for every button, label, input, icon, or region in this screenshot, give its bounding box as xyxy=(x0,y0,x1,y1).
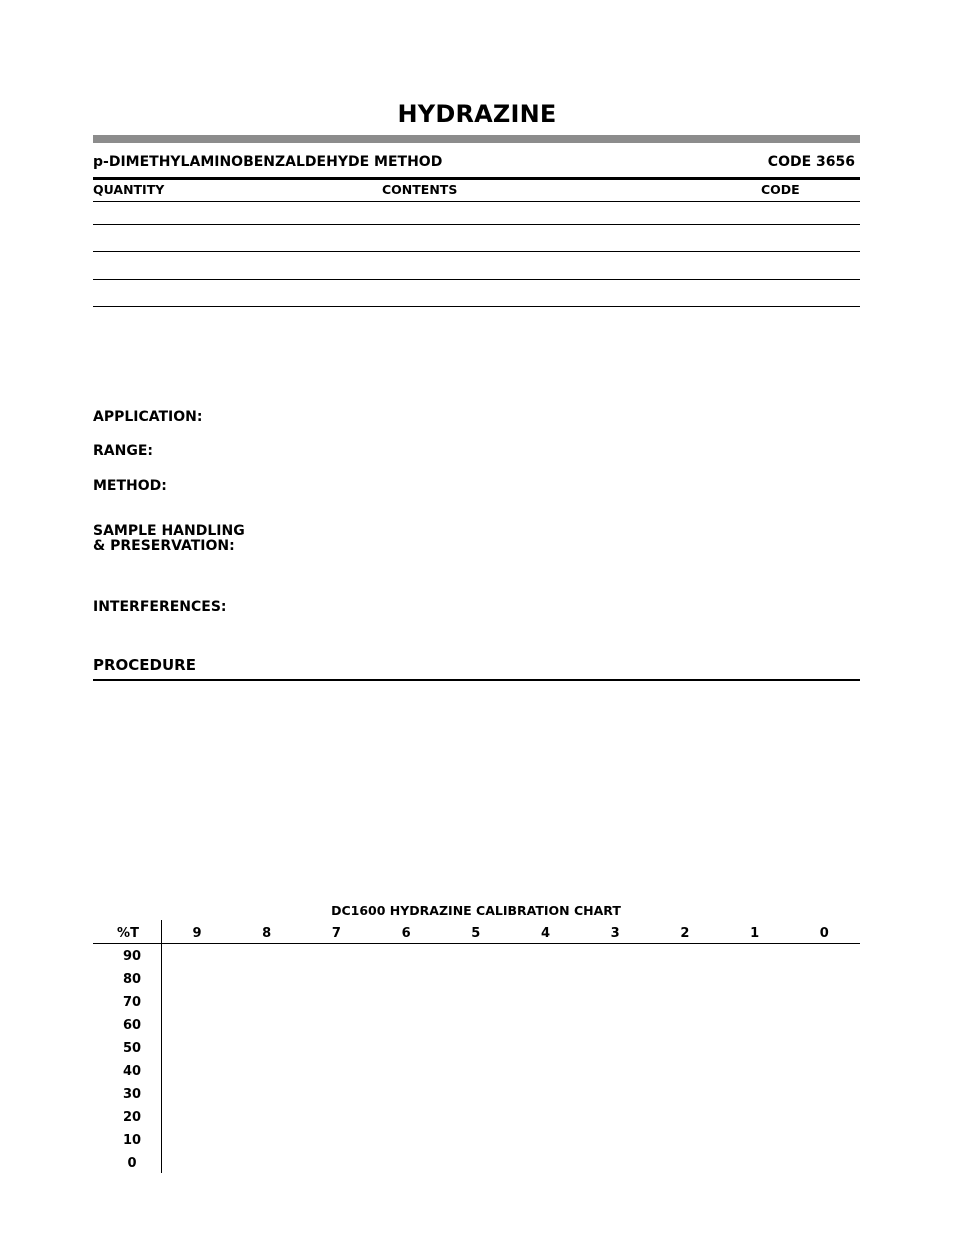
chart-vertical-axis xyxy=(161,920,162,1173)
row-header: 0 xyxy=(127,1156,137,1171)
chart-title: DC1600 HYDRAZINE CALIBRATION CHART xyxy=(331,903,621,918)
table-rule xyxy=(93,224,860,225)
quantity-header: QUANTITY xyxy=(93,182,165,197)
column-header: 3 xyxy=(610,926,620,941)
title-divider-bar xyxy=(93,135,860,143)
range-label: RANGE: xyxy=(93,443,153,459)
method-name: p-DIMETHYLAMINOBENZALDEHYDE METHOD xyxy=(93,154,443,170)
table-rule xyxy=(93,251,860,252)
page-title: HYDRAZINE xyxy=(397,100,557,128)
column-header: 6 xyxy=(401,926,411,941)
method-divider xyxy=(93,177,860,180)
method-row xyxy=(93,154,860,174)
method-label: METHOD: xyxy=(93,478,167,494)
column-header: 4 xyxy=(540,926,551,941)
column-header: 2 xyxy=(680,926,690,941)
table-rule xyxy=(93,201,860,202)
contents-header: CONTENTS xyxy=(382,182,458,197)
row-header: 50 xyxy=(122,1041,142,1056)
column-header: 1 xyxy=(750,926,760,941)
table-rule xyxy=(93,306,860,307)
calibration-chart xyxy=(93,920,860,1174)
column-header: 7 xyxy=(331,926,341,941)
row-header: 10 xyxy=(122,1133,142,1148)
sample-handling-line-1: SAMPLE HANDLING xyxy=(93,523,245,539)
row-header: 70 xyxy=(122,995,142,1010)
column-header: 0 xyxy=(819,926,829,941)
row-header: 20 xyxy=(122,1110,142,1125)
sample-handling-line-2: & PRESERVATION: xyxy=(93,538,235,554)
chart-horizontal-axis xyxy=(93,943,860,944)
row-header: 30 xyxy=(122,1087,142,1102)
procedure-divider xyxy=(93,679,860,681)
column-header: 5 xyxy=(471,926,481,941)
table-rule xyxy=(93,279,860,280)
application-label: APPLICATION: xyxy=(93,409,203,425)
procedure-heading: PROCEDURE xyxy=(93,656,196,674)
row-header: 40 xyxy=(122,1064,142,1079)
row-header: 80 xyxy=(122,972,142,987)
row-header: 90 xyxy=(122,949,142,964)
code-header: CODE xyxy=(761,182,800,197)
corner-label: %T xyxy=(117,926,139,941)
code-label: CODE 3656 xyxy=(767,154,855,170)
column-header: 9 xyxy=(192,926,202,941)
row-header: 60 xyxy=(122,1018,142,1033)
interferences-label: INTERFERENCES: xyxy=(93,599,227,615)
sample-handling-label xyxy=(93,524,245,554)
column-header: 8 xyxy=(262,926,272,941)
